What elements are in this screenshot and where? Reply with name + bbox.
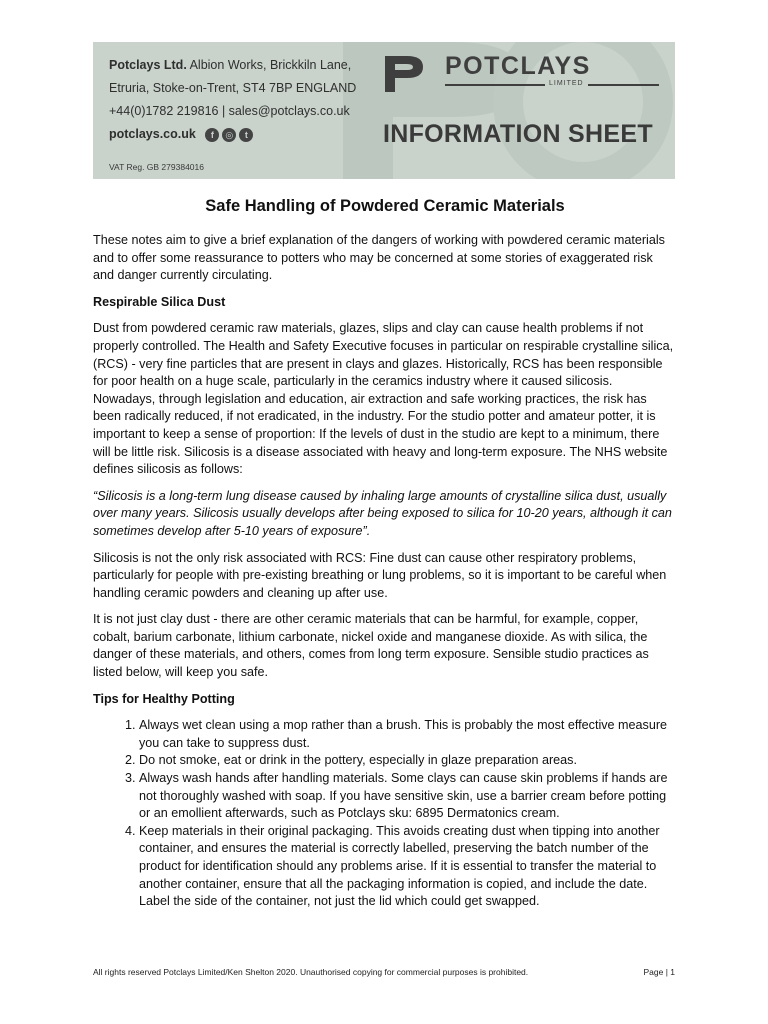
copyright-notice: All rights reserved Potclays Limited/Ken Shelton 2020. Unauthorised copying for commercial purposes is prohibited.: [93, 967, 529, 977]
social-icons: [205, 128, 253, 142]
intro-paragraph: These notes aim to give a brief explanation of the dangers of working with powdered ceramic materials and to offer some reassurance to potters who may be concerned at some stories of exaggerated risk and danger currently circulating.: [93, 233, 665, 283]
facebook-icon[interactable]: f: [205, 128, 219, 142]
section-heading-tips: Tips for Healthy Potting: [93, 691, 235, 706]
instagram-icon[interactable]: ◎: [222, 128, 236, 142]
address-line1: Albion Works, Brickkiln Lane,: [189, 58, 352, 72]
list-item: 4. Keep materials in their original packaging. This avoids creating dust when tipping into another container, and ensures the material is correctly labelled, preserving the batch number of the product for identification should any problems arise. If it is essential to transfer the material to another container, ensure that all the packaging information is copied, and include the date. Label the side of the container, not just the lid which could get swapped.: [139, 823, 677, 911]
section-heading-silica: Respirable Silica Dust: [93, 294, 226, 309]
document-body: [93, 194, 677, 911]
paragraph-materials: It is not just clay dust - there are other ceramic materials that can be harmful, for example, copper, cobalt, barium carbonate, lithium carbonate, nickel oxide and manganese dioxide. As with silica, the danger of these materials, and others, comes from long term exposure. Sensible studio practices as listed below, will keep you safe.: [93, 612, 649, 680]
potclays-logo-icon: [383, 54, 429, 94]
company-name: Potclays Ltd.: [109, 58, 187, 72]
list-item: 1. Always wet clean using a mop rather than a brush. This is probably the most effective measure you can take to suppress dust.: [139, 717, 677, 752]
list-item: 3. Always wash hands after handling materials. Some clays can cause skin problems if hands are not thoroughly washed with soap. If you have sensitive skin, use a barrier cream before potting or an emollient afterwards, such as Potclays sku: 6895 Dermatonics cream.: [139, 770, 677, 823]
brand-limited: LIMITED: [545, 80, 588, 87]
website-link[interactable]: potclays.co.uk: [109, 127, 196, 141]
vat-number: VAT Reg. GB 279384016: [109, 162, 204, 172]
paragraph-dust: Dust from powdered ceramic raw materials, glazes, slips and clay can cause health problems if not properly controlled. The Health and Safety Executive focuses in particular on respirable crystalline silica, (RCS) - very fine particles that are present in clays and glazes. Historically, RCS has been responsible for poor health on a huge scale, particularly in the ceramics industry where it caused silicosis. Nowadays, through legislation and education, air extraction and safe working practices, the risk has been radically reduced, if not eradicated, in the industry. For the studio potter and amateur potter, it is important to keep a sense of proportion: If the levels of dust in the studio are kept to a minimum, there will be little risk. Silicosis is a disease associated with heavy and long-term exposure. The NHS website defines silicosis as follows:: [93, 321, 674, 477]
page-number: Page | 1: [643, 967, 675, 977]
document-title: Safe Handling of Powdered Ceramic Materials: [205, 197, 565, 215]
contact-line[interactable]: +44(0)1782 219816 | sales@potclays.co.uk: [109, 104, 350, 118]
information-sheet-label: INFORMATION SHEET: [383, 120, 653, 148]
page-footer: [93, 967, 675, 977]
brand-name: POTCLAYS: [445, 52, 591, 80]
header-banner: [93, 42, 675, 179]
nhs-quote: “Silicosis is a long-term lung disease caused by inhaling large amounts of crystalline silica dust, usually over many years. Silicosis usually develops after being exposed to silica for 10-20 years, although it can sometimes develop after 5-10 years of exposure”.: [93, 488, 672, 538]
tips-list: [93, 717, 677, 911]
contact-block: [109, 54, 356, 146]
twitter-icon[interactable]: t: [239, 128, 253, 142]
list-item: 2. Do not smoke, eat or drink in the pottery, especially in glaze preparation areas.: [139, 752, 677, 770]
address-line2: Etruria, Stoke-on-Trent, ST4 7BP ENGLAND: [109, 81, 357, 95]
paragraph-rcs: Silicosis is not the only risk associated with RCS: Fine dust can cause other respiratory problems, particularly for people with pre-existing breathing or lung problems, so it is important to be careful when handling ceramic powders and cleaning up after use.: [93, 550, 667, 600]
